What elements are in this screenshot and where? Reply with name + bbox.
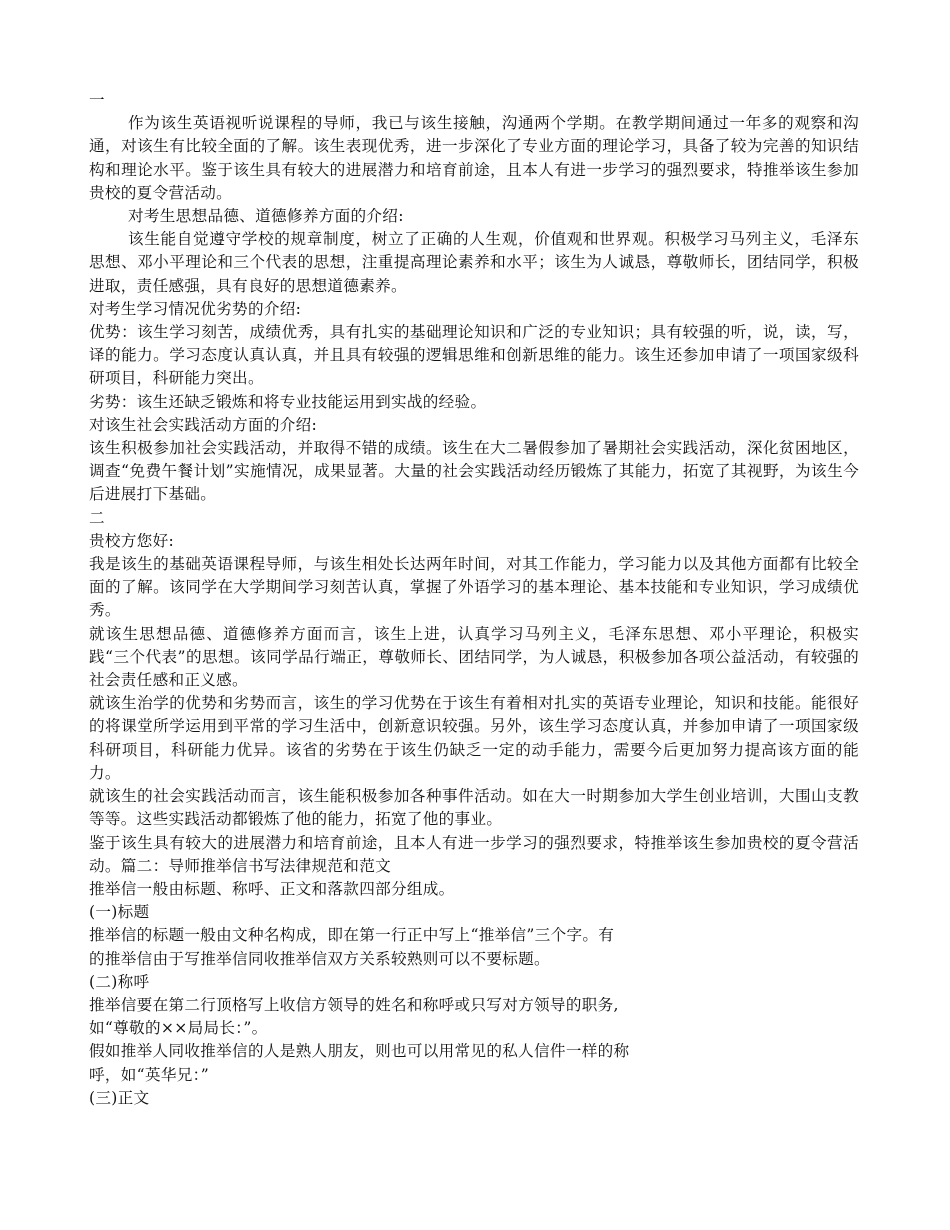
guide-heading-body: (三)正文 [89, 1088, 150, 1107]
section-two-greeting: 贵校方您好: [89, 531, 175, 550]
section-one-paragraph-morality: 该生能自觉遵守学校的规章制度，树立了正确的人生观，价值观和世界观。积极学习马列主义，毛泽东思想、邓小平理论和三个代表的思想，注重提高理论素养和水平；该生为人诚恳，尊敬师长，团结同学，积极进取，责任感强，具有良好的思想道德素养。 [89, 230, 859, 295]
section-two-paragraph-study: 就该生治学的优势和劣势而言，该生的学习优势在于该生有着相对扎实的英语专业理论，知识和技能。能很好的将课堂所学运用到平常的学习生活中，创新意识较强。另外，该生学习态度认真，并参加申请了一项国家级科研项目，科研能力优异。该省的劣势在于该生仍缺乏一定的动手能力，需要今后更加努力提高该方面的能力。 [89, 694, 859, 782]
section-two-marker: 二 [89, 508, 105, 527]
guide-intro: 推举信一般由标题、称呼、正文和落款四部分组成。 [89, 879, 455, 898]
guide-title-line-2: 的推举信由于写推举信同收推举信双方关系较熟则可以不要标题。 [89, 949, 550, 968]
section-one-paragraph-practice: 该生积极参加社会实践活动，并取得不错的成绩。该生在大二暑假参加了暑期社会实践活动，深化贫困地区，调查“免费午餐计划”实施情况，成果显著。大量的社会实践活动经历锻炼了其能力，拓宽了其视野，为该生今后进展打下基础。 [89, 439, 859, 504]
section-one-marker: 一 [89, 91, 105, 109]
document-page [89, 89, 859, 1110]
section-two-paragraph-practice: 就该生的社会实践活动而言，该生能积极参加各种事件活动。如在大一时期参加大学生创业培训，大围山支教等等。这些实践活动都锻炼了他的能力，拓宽了他的事业。 [89, 787, 859, 829]
guide-salutation-line-1: 推举信要在第二行顶格写上收信方领导的姓名和称呼或只写对方领导的职务, [89, 995, 619, 1014]
guide-salutation-line-2: 如“尊敬的××局局长：”。 [89, 1019, 268, 1038]
section-one-heading-morality: 对考生思想品德、道德修养方面的介绍: [128, 207, 404, 226]
section-two-paragraph-intro: 我是该生的基础英语课程导师，与该生相处长达两年时间，对其工作能力，学习能力以及其他方面都有比较全面的了解。该同学在大学期间学习刻苦认真，掌握了外语学习的基本理论、基本技能和专业知识，学习成绩优秀。 [89, 555, 859, 620]
section-one-heading-study: 对考生学习情况优劣势的介绍: [89, 299, 302, 318]
guide-salutation-line-3: 假如推举人同收推举信的人是熟人朋友，则也可以用常见的私人信件一样的称 [89, 1042, 630, 1061]
guide-salutation-line-4: 呼，如“英华兄：” [89, 1065, 210, 1084]
section-one-paragraph-strengths: 优势：该生学习刻苦，成绩优秀，具有扎实的基础理论知识和广泛的专业知识；具有较强的听，说，读，写，译的能力。学习态度认真认真，并且具有较强的逻辑思维和创新思维的能力。该生还参加申请了一项国家级科研项目，科研能力突出。 [89, 323, 859, 388]
section-one-paragraph-intro: 作为该生英语视听说课程的导师，我已与该生接触，沟通两个学期。在教学期间通过一年多的观察和沟通，对该生有比较全面的了解。该生表现优秀，进一步深化了专业方面的理论学习，具备了较为完善的知识结构和理论水平。鉴于该生具有较大的进展潜力和培育前途，且本人有进一步学习的强烈要求，特推举该生参加贵校的夏令营活动。 [89, 114, 859, 202]
guide-title-line-1: 推举信的标题一般由文种名构成，即在第一行正中写上“推举信”三个字。有 [89, 926, 615, 945]
section-two-paragraph-conclusion: 鉴于该生具有较大的进展潜力和培育前途，且本人有进一步学习的强烈要求，特推举该生参加贵校的夏令营活动。篇二：导师推举信书写法律规范和范文 [89, 833, 859, 875]
section-two-paragraph-morality: 就该生思想品德、道德修养方面而言，该生上进，认真学习马列主义，毛泽东思想、邓小平理论，积极实践“三个代表”的思想。该同学品行端正，尊敬师长、团结同学，为人诚恳，积极参加各项公益活动，有较强的社会责任感和正义感。 [89, 624, 859, 690]
section-one-heading-practice: 对该生社会实践活动方面的介绍: [89, 415, 318, 434]
guide-heading-title: (一)标题 [89, 903, 150, 922]
guide-heading-salutation: (二)称呼 [89, 972, 150, 991]
section-one-paragraph-weaknesses: 劣势：该生还缺乏锻炼和将专业技能运用到实战的经验。 [89, 392, 487, 411]
